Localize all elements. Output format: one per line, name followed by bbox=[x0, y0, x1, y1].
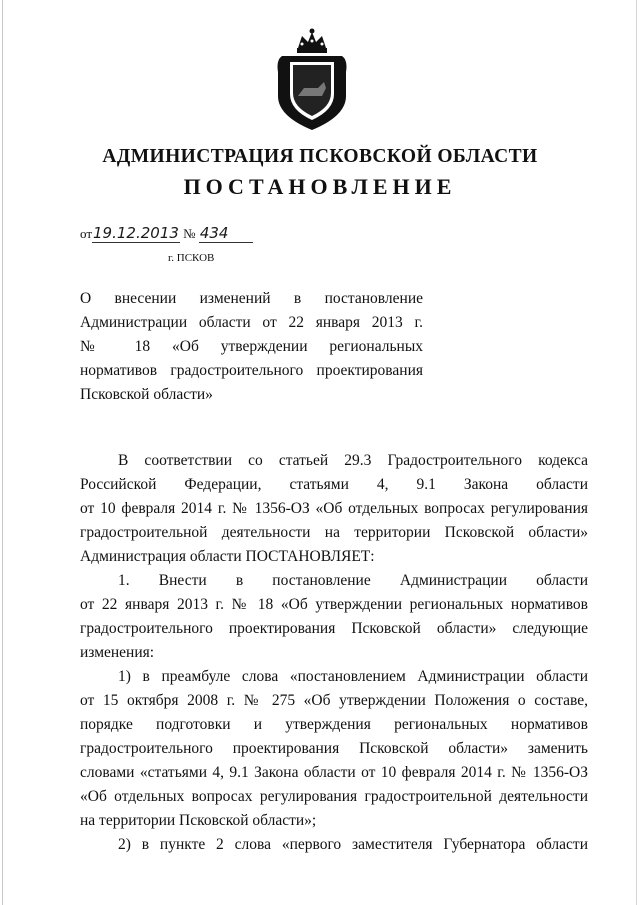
body-line: Российской Федерации, статьями 4, 9.1 Закона области bbox=[80, 476, 588, 493]
number-label: № bbox=[183, 226, 196, 241]
subject-line: № 18 «Об утверждении региональных bbox=[80, 338, 423, 355]
scan-edge-right bbox=[636, 0, 637, 905]
body-line: от 10 февраля 2014 г. № 1356-ОЗ «Об отдельных вопросах регулирования bbox=[80, 500, 588, 517]
handwritten-date: 19.12.2013 bbox=[93, 224, 179, 242]
subject-line: О внесении изменений в постановление bbox=[80, 290, 423, 307]
registration-line bbox=[80, 224, 253, 243]
subject-line: Псковской области» bbox=[80, 386, 213, 403]
body-line: В соответствии со статьей 29.3 Градостроительного кодекса bbox=[118, 452, 588, 469]
body-line: 2) в пункте 2 слова «первого заместителя Губернатора области bbox=[118, 836, 588, 853]
body-line: порядке подготовки и утверждения региональных нормативов bbox=[80, 716, 588, 733]
body-line: от 22 января 2013 г. № 18 «Об утверждении региональных нормативов bbox=[80, 596, 588, 613]
city-label: г. ПСКОВ bbox=[168, 252, 215, 264]
body-line: на территории Псковской области»; bbox=[80, 812, 317, 829]
organization-name: АДМИНИСТРАЦИЯ ПСКОВСКОЙ ОБЛАСТИ bbox=[102, 146, 538, 167]
subject-line: нормативов градостроительного проектирования bbox=[80, 362, 423, 379]
scan-edge-left bbox=[2, 0, 3, 905]
body-line: «Об отдельных вопросах регулирования градостроительной деятельности bbox=[80, 788, 588, 805]
document-type-title: ПОСТАНОВЛЕНИЕ bbox=[183, 174, 457, 199]
body-line: от 15 октября 2008 г. № 275 «Об утверждении Положения о составе, bbox=[80, 692, 588, 709]
pskov-coat-of-arms-icon bbox=[268, 26, 356, 134]
body-line: словами «статьями 4, 9.1 Закона области от 10 февраля 2014 г. № 1356-ОЗ bbox=[80, 764, 588, 781]
handwritten-number: 434 bbox=[199, 224, 253, 243]
body-line: градостроительного проектирования Псковской области» следующие bbox=[80, 620, 588, 637]
body-line: 1. Внести в постановление Администрации области bbox=[118, 572, 588, 589]
body-line: Администрация области ПОСТАНОВЛЯЕТ: bbox=[80, 548, 375, 565]
document-body bbox=[80, 449, 588, 857]
body-line: градостроительного проектирования Псковской области» заменить bbox=[80, 740, 588, 757]
subject-line: Администрации области от 22 января 2013 г. bbox=[80, 314, 423, 331]
body-line: изменения: bbox=[80, 644, 155, 661]
from-label: от bbox=[80, 226, 93, 241]
body-line: 1) в преамбуле слова «постановлением Администрации области bbox=[118, 668, 588, 685]
subject-block bbox=[80, 287, 423, 407]
body-line: градостроительной деятельности на территории Псковской области» bbox=[80, 524, 588, 541]
